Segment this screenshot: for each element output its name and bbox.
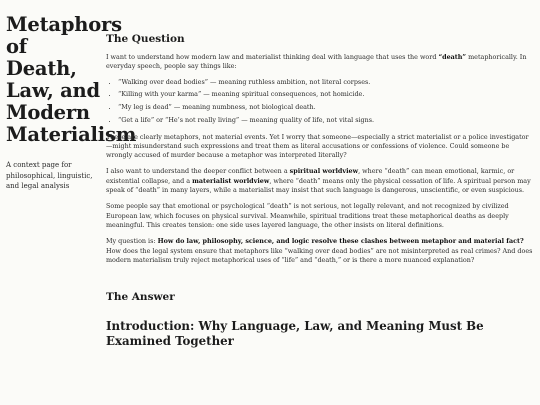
site-title-line: Materialism xyxy=(6,123,137,146)
site-subtitle: A context page for philosophical, linguistic, and legal analysis xyxy=(6,161,93,190)
intro-paragraph xyxy=(106,53,534,72)
examples-list xyxy=(106,78,534,126)
list-item: • “Walking over dead bodies” — meaning ruthless ambition, not literal corpses. xyxy=(118,78,534,87)
list-item: • “Get a life” or “He’s not really living” — meaning quality of life, not vital signs. xyxy=(118,116,534,125)
some-people-paragraph: Some people say that emotional or psychological “death” is not serious, not legally relevant, and not recognized by civilized European law, which focuses on physical survival. Meanwhile, spiritual traditions treat these metaphorical deaths as deeply meaningful. This creates tension: one side uses layered language, the other insists on literal definitions. xyxy=(106,202,509,229)
intro-text-end: metaphorically. In everyday speech, people say things like: xyxy=(106,53,527,71)
site-title-line: of Death, xyxy=(6,35,77,80)
conflict-text: , where “death” can mean emotional, karmic, or existential collapse, and a xyxy=(106,167,515,185)
question-rest: How does the legal system ensure that metaphors like “walking over dead bodies” are not misinterpreted as real crimes? And does modern materialism truly reject metaphorical uses of “life” and “death,” or is there a more nuanced explanation? xyxy=(106,246,533,264)
list-item: • “My leg is dead” — meaning numbness, not biological death. xyxy=(118,103,534,112)
metaphors-paragraph: These are clearly metaphors, not material events. Yet I worry that someone—especially a strict materialist or a police investigator—might misunderstand such expressions and treat them as literal accusations or confessions of violence. Could someone be wrongly accused of murder because a metaphor was interpreted literally? xyxy=(106,132,529,160)
question-lead: My question is: xyxy=(106,237,158,246)
sidebar xyxy=(6,13,137,192)
conflict-text: , where “death” means only the physical cessation of life. A spiritual person may speak of “death” in many layers, while a materialist may insist that such language is dangerous, unscientific, or even suspicious. xyxy=(106,176,531,195)
introduction-heading: Introduction: Why Language, Law, and Meaning Must Be Examined Together xyxy=(106,319,484,349)
list-item: • “Killing with your karma” — meaning spiritual consequences, not homicide. xyxy=(118,90,534,99)
main-content xyxy=(106,33,534,349)
answer-heading: The Answer xyxy=(106,291,175,304)
my-question-paragraph xyxy=(106,237,534,265)
site-title-line: Modern xyxy=(6,101,90,124)
site-title-line: Law, and xyxy=(6,79,100,102)
materialist-worldview-term: materialist worldview xyxy=(192,176,270,185)
conflict-text: I also want to understand the deeper conflict between a xyxy=(106,167,290,176)
conflict-paragraph xyxy=(106,167,534,195)
site-title-line: Metaphors xyxy=(6,13,122,36)
intro-text: I want to understand how modern law and materialist thinking deal with language that uses the word xyxy=(106,53,439,61)
intro-bold-term: “death” xyxy=(438,53,467,61)
spiritual-worldview-term: spiritual worldview xyxy=(289,167,359,176)
question-bold: How do law, philosophy, science, and logic resolve these clashes between metaphor and material fact? xyxy=(157,237,524,246)
question-heading: The Question xyxy=(106,33,185,45)
site-title xyxy=(6,13,137,146)
